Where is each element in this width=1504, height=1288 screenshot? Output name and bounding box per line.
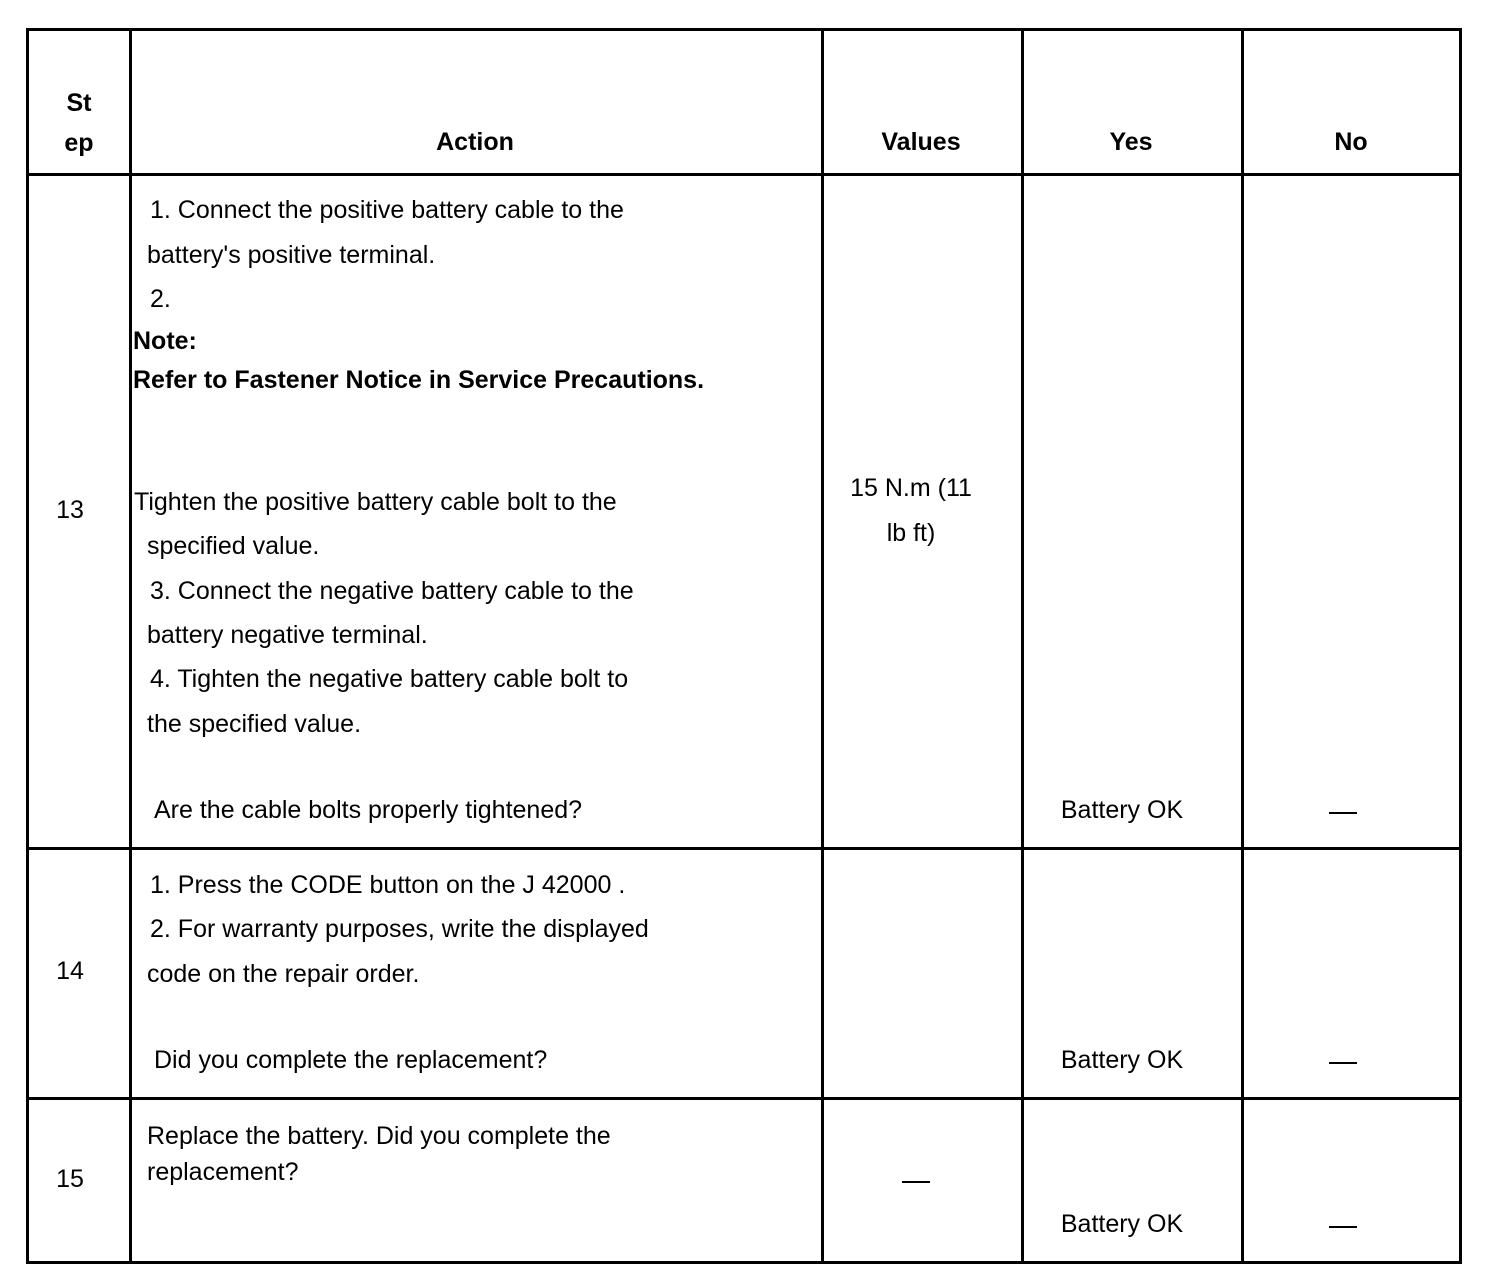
row-13-action-line1: 1. Connect the positive battery cable to the	[150, 196, 624, 224]
row-13-action-line3: 2.	[150, 285, 171, 313]
col-divider-action	[821, 31, 824, 1264]
row-15-yes: Battery OK	[1060, 1210, 1184, 1238]
row-13-values-line1: 15 N.m (11	[850, 474, 972, 502]
row-13-yes: Battery OK	[1060, 796, 1184, 824]
row-13-no-dash	[1329, 812, 1357, 814]
row-13-question: Are the cable bolts properly tightened?	[154, 796, 583, 824]
table-bottom-border	[29, 1261, 1459, 1264]
row-13-action-line6: 3. Connect the negative battery cable to the	[150, 577, 634, 605]
row-13-action-line8: 4. Tighten the negative battery cable bolt to	[150, 665, 629, 693]
row-14-step: 14	[56, 957, 84, 985]
row-14-action-line1: 1. Press the CODE button on the J 42000 .	[150, 871, 626, 899]
row-13-step: 13	[56, 496, 84, 524]
row-14-divider	[29, 1097, 1459, 1100]
row-15-action-line2: replacement?	[147, 1158, 299, 1186]
row-14-no-dash	[1329, 1062, 1357, 1064]
col-divider-yes	[1241, 31, 1244, 1264]
row-13-action-line4: Tighten the positive battery cable bolt to the	[134, 488, 617, 516]
header-step-line2: ep	[64, 129, 94, 157]
row-13-action-line2: battery's positive terminal.	[147, 241, 436, 269]
row-13-note-label: Note:	[133, 327, 197, 355]
row-13-action-line9: the specified value.	[147, 710, 362, 738]
row-15-no-dash	[1329, 1226, 1357, 1228]
row-13-values-line2: lb ft)	[886, 519, 936, 547]
header-action: Action	[436, 128, 514, 156]
row-15-step: 15	[56, 1165, 84, 1193]
row-15-values-dash	[902, 1181, 930, 1183]
row-13-divider	[29, 847, 1459, 850]
row-14-question: Did you complete the replacement?	[154, 1046, 548, 1074]
header-yes: Yes	[1109, 128, 1153, 156]
row-14-yes: Battery OK	[1060, 1046, 1184, 1074]
col-divider-step	[129, 31, 132, 1264]
header-values: Values	[881, 128, 961, 156]
row-14-action-line3: code on the repair order.	[147, 960, 420, 988]
header-divider	[29, 173, 1459, 176]
row-15-action-line1: Replace the battery. Did you complete the	[147, 1122, 611, 1150]
row-13-note-text: Refer to Fastener Notice in Service Precautions.	[133, 366, 705, 394]
row-13-action-line7: battery negative terminal.	[147, 621, 428, 649]
col-divider-values	[1021, 31, 1024, 1264]
header-no: No	[1334, 128, 1368, 156]
row-14-action-line2: 2. For warranty purposes, write the displayed	[150, 915, 649, 943]
header-step-line1: St	[66, 89, 92, 117]
row-13-action-line5: specified value.	[147, 532, 320, 560]
